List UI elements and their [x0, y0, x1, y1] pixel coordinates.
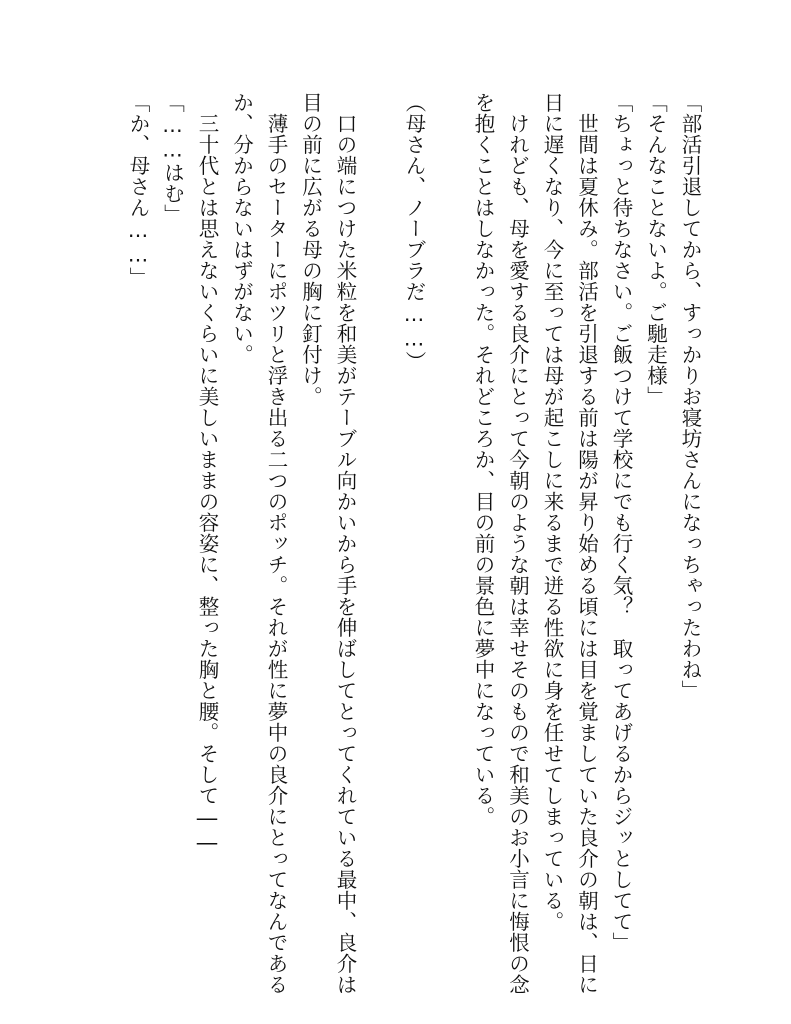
dialogue-line: 「ちょっと待ちなさい。ご飯つけて学校にでも行く気？ 取ってあげるからジッとしてて」	[609, 92, 633, 953]
vertical-text-body	[121, 92, 708, 995]
narration-line: 薄手のセーターにポツリと浮き出る二つのポッチ。それが性に夢中の良介にとってなんである	[264, 92, 288, 995]
dialogue-line: 「部活引退してから、すっかりお寝坊さんになっちゃったわね」	[678, 92, 702, 701]
blank-line	[362, 92, 397, 992]
narration-line: けれども、母を愛する良介にとって今朝のような朝は幸せそのもので和美のお小言に悔恨の念	[505, 92, 530, 995]
dialogue-line: 「……はむ」	[160, 92, 185, 225]
narration-line: 口の端につけた米粒を和美がテーブル向かいから手を伸ばしてとってくれている最中、良介は	[333, 92, 357, 995]
blank-line	[431, 92, 466, 992]
dialogue-line: 「そんなことないよ。ご馳走様」	[643, 92, 668, 407]
thought-line: （母さん、ノーブラだ……）	[402, 92, 426, 372]
narration-line: 世間は夏休み。部活を引退する前は陽が昇り始める頃には目を覚ましていた良介の朝は、日に	[574, 92, 599, 995]
dialogue-line: 「か、母さん……」	[126, 92, 150, 288]
narration-line: を抱くことはしなかった。それどころか、目の前の景色に夢中になっている。	[471, 92, 495, 827]
narration-line: か、分からないはずがない。	[229, 92, 254, 365]
narration-line: 日に遅くなり、今に至っては母が起こしに来るまで迸る性欲に身を任せてしまっている。	[540, 92, 564, 932]
narration-line: 目の前に広がる母の胸に釘付け。	[298, 92, 323, 407]
narration-line: 三十代とは思えないくらいに美しいままの容姿に、整った胸と腰。そして――	[195, 92, 219, 855]
